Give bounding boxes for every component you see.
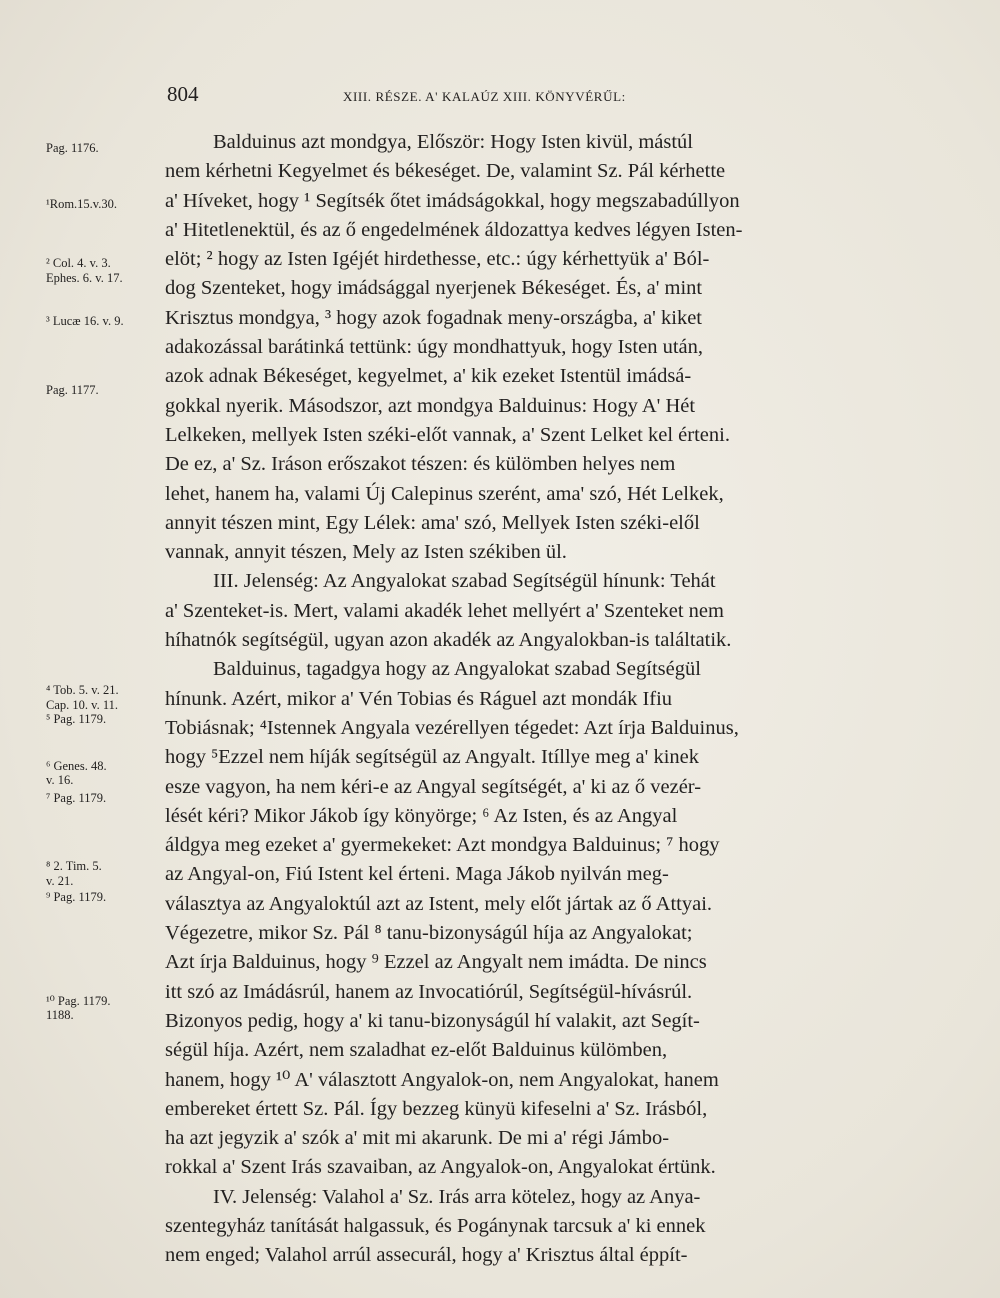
text-line: szentegyház tanítását halgassuk, és Pogánynak tarcsuk a' ki ennek: [165, 1214, 706, 1237]
text-line: embereket értett Sz. Pál. Így bezzeg künyü kifeselni a' Sz. Irásból,: [165, 1097, 708, 1120]
text-line: ha azt jegyzik a' szók a' mit mi akarunk. De mi a' régi Jámbo-: [165, 1127, 670, 1150]
text-line: lehet, hanem ha, valami Új Calepinus szerént, ama' szó, Hét Lelkek,: [165, 482, 724, 505]
text-line: választya az Angyaloktúl azt az Istent, mely előt jártak az ő Attyai.: [165, 892, 713, 915]
margin-note: ⁹ Pag. 1179.: [46, 890, 107, 904]
text-line: hogy ⁵Ezzel nem híják segítségül az Angyalt. Itíllye meg a' kinek: [165, 746, 700, 769]
page-number: 804: [167, 82, 199, 106]
text-line: hínunk. Azért, mikor a' Vén Tobias és Ráguel azt mondák Ifiu: [165, 687, 673, 710]
text-line: nem kérhetni Kegyelmet és békeséget. De, valamint Sz. Pál kérhette: [165, 160, 726, 183]
margin-note: ⁶ Genes. 48.: [46, 759, 107, 773]
text-line: Tobiásnak; ⁴Istennek Angyala vezérellyen tégedet: Azt írja Balduinus,: [165, 716, 739, 739]
margin-note: Pag. 1177.: [46, 383, 99, 397]
text-line: ségül híja. Azért, nem szaladhat ez-előt Balduinus külömben,: [165, 1039, 668, 1062]
text-line: a' Híveket, hogy ¹ Segítsék őtet imádságokkal, hogy megszabadúllyon: [165, 189, 740, 212]
text-line: gokkal nyerik. Másodszor, azt mondgya Balduinus: Hogy A' Hét: [165, 394, 696, 417]
margin-note: v. 21.: [46, 874, 74, 888]
margin-note: ⁷ Pag. 1179.: [46, 791, 107, 805]
text-line: áldgya meg ezeket a' gyermekeket: Azt mondgya Balduinus; ⁷ hogy: [165, 834, 720, 857]
text-line: Lelkeken, mellyek Isten széki-előt vannak, a' Szent Lelket kel érteni.: [165, 423, 730, 446]
margin-note: ³ Lucæ 16. v. 9.: [46, 314, 124, 328]
margin-note: ¹⁰ Pag. 1179.: [46, 994, 111, 1008]
text-line: azok adnak Békeséget, kegyelmet, a' kik ezeket Istentül imádsá-: [165, 365, 692, 388]
text-line: Balduinus azt mondgya, Először: Hogy Isten kivül, mástúl: [213, 131, 693, 153]
text-line: elöt; ² hogy az Isten Igéjét hirdethesse, etc.: úgy kérhettyük a' Ból-: [165, 248, 710, 271]
text-line: IV. Jelenség: Valahol a' Sz. Irás arra kötelez, hogy az Anya-: [213, 1185, 701, 1208]
text-line: De ez, a' Sz. Iráson erőszakot tészen: és külömben helyes nem: [165, 453, 676, 476]
text-line: Balduinus, tagadgya hogy az Angyalokat szabad Segítségül: [213, 658, 701, 681]
text-line: Bizonyos pedig, hogy a' ki tanu-bizonyságúl hí valakit, azt Segít-: [165, 1009, 700, 1032]
text-line: esze vagyon, ha nem kéri-e az Angyal segítségét, a' ki az ő vezér-: [165, 775, 702, 798]
text-line: az Angyal-on, Fiú Istent kel érteni. Maga Jákob nyilván meg-: [165, 863, 669, 886]
text-line: dog Szenteket, hogy imádsággal nyerjenek Békeséget. És, a' mint: [165, 277, 703, 300]
margin-note: v. 16.: [46, 773, 74, 787]
text-line: Azt írja Balduinus, hogy ⁹ Ezzel az Angyalt nem imádta. De nincs: [165, 951, 707, 974]
margin-note: ⁴ Tob. 5. v. 21.: [46, 683, 119, 697]
text-line: adakozással barátinká tettünk: úgy mondhattyuk, hogy Isten után,: [165, 336, 703, 359]
text-line: lését kéri? Mikor Jákob így könyörge; ⁶ Az Isten, és az Angyal: [165, 804, 678, 827]
body-text: [165, 128, 865, 1271]
margin-note: Cap. 10. v. 11.: [46, 698, 118, 712]
text-line: vannak, annyit tészen, Mely az Isten székiben ül.: [165, 541, 567, 564]
margin-note: ² Col. 4. v. 3.: [46, 256, 111, 270]
text-line: III. Jelenség: Az Angyalokat szabad Segítségül hínunk: Tehát: [213, 570, 716, 593]
running-head: XIII. RÉSZE. A' KALAÚZ XIII. KÖNYVÉRŰL:: [343, 89, 626, 104]
margin-note: ¹Rom.15.v.30.: [46, 197, 117, 211]
text-line: a' Szenteket-is. Mert, valami akadék lehet mellyért a' Szenteket nem: [165, 599, 724, 622]
text-line: hanem, hogy ¹⁰ A' választott Angyalok-on, nem Angyalokat, hanem: [165, 1068, 719, 1091]
text-line: híhatnók segítségül, ugyan azon akadék az Angyalokban-is találtatik.: [165, 629, 732, 652]
text-line: rokkal a' Szent Irás szavaiban, az Angyalok-on, Angyalokat értünk.: [165, 1156, 716, 1179]
margin-note: Ephes. 6. v. 17.: [46, 271, 123, 285]
text-line: Krisztus mondgya, ³ hogy azok fogadnak meny-országba, a' kiket: [165, 306, 702, 329]
text-line: annyit tészen mint, Egy Lélek: ama' szó, Mellyek Isten széki-elől: [165, 511, 700, 534]
margin-note: ⁸ 2. Tim. 5.: [46, 859, 102, 873]
margin-note: 1188.: [46, 1008, 74, 1022]
margin-note: ⁵ Pag. 1179.: [46, 712, 107, 726]
text-line: nem enged; Valahol arrúl assecurál, hogy a' Krisztus által éppít-: [165, 1244, 688, 1267]
page-header: [165, 82, 865, 112]
text-line: Végezetre, mikor Sz. Pál ⁸ tanu-bizonyságúl híja az Angyalokat;: [165, 922, 693, 945]
margin-note: Pag. 1176.: [46, 141, 99, 155]
text-line: itt szó az Imádásrúl, hanem az Invocatiórúl, Segítségül-hívásrúl.: [165, 980, 693, 1003]
text-line: a' Hitetlenektül, és az ő engedelmének áldozattya kedves légyen Isten-: [165, 218, 743, 241]
